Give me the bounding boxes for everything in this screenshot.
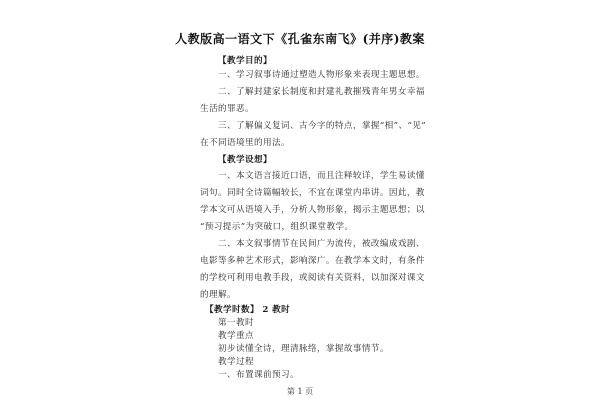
text-line: 词句。同时全诗篇幅较长，不宜在课堂内串讲。因此，教 xyxy=(200,188,425,198)
page-number: 第 1 页 xyxy=(286,387,314,396)
text-line: 二、了解封建家长制度和封建礼教摧残青年男女幸福 xyxy=(218,87,425,97)
text-line: 的理解。 xyxy=(200,290,236,300)
text-line: 第一教时 xyxy=(218,318,254,328)
text-line: 的学校可利用电教手段，或阅读有关资料，以加深对课文 xyxy=(200,273,425,283)
text-line: 生活的罪恶。 xyxy=(200,104,254,114)
text-line: 三、了解偏义复词、古今字的特点，掌握“相”、“见” xyxy=(218,121,427,131)
text-line: “预习提示”为突破口，组织课堂教学。 xyxy=(200,222,354,232)
text-line: 二、本文叙事情节在民间广为流传，被改编成戏剧、 xyxy=(218,239,425,249)
text-line: 在不同语境里的用法。 xyxy=(200,138,290,148)
text-line: 教学重点 xyxy=(218,331,254,341)
text-line: 电影等多种艺术形式，影响深广。在教学本文时，有条件 xyxy=(200,256,425,266)
section-heading-objectives: 【教学目的】 xyxy=(218,56,272,66)
text-line: 学本文可从语境入手，分析人物形象，揭示主题思想；以 xyxy=(200,205,425,215)
document-title: 人教版高一语文下《孔雀东南飞》(并序)教案 xyxy=(175,32,425,46)
text-line: 一、学习叙事诗通过塑造人物形象来表现主题思想。 xyxy=(218,70,425,80)
section-heading-design: 【教学设想】 xyxy=(218,155,272,165)
section-heading-hours: 【教学时数】 2 教时 xyxy=(205,305,291,315)
text-line: 一、本文语言接近口语，而且注释较详，学生易读懂 xyxy=(218,171,425,181)
text-line: 初步读懂全诗，理清脉络，掌握故事情节。 xyxy=(218,344,389,354)
text-line: 一、布置课前预习。 xyxy=(218,370,299,380)
text-line: 教学过程 xyxy=(218,357,254,367)
